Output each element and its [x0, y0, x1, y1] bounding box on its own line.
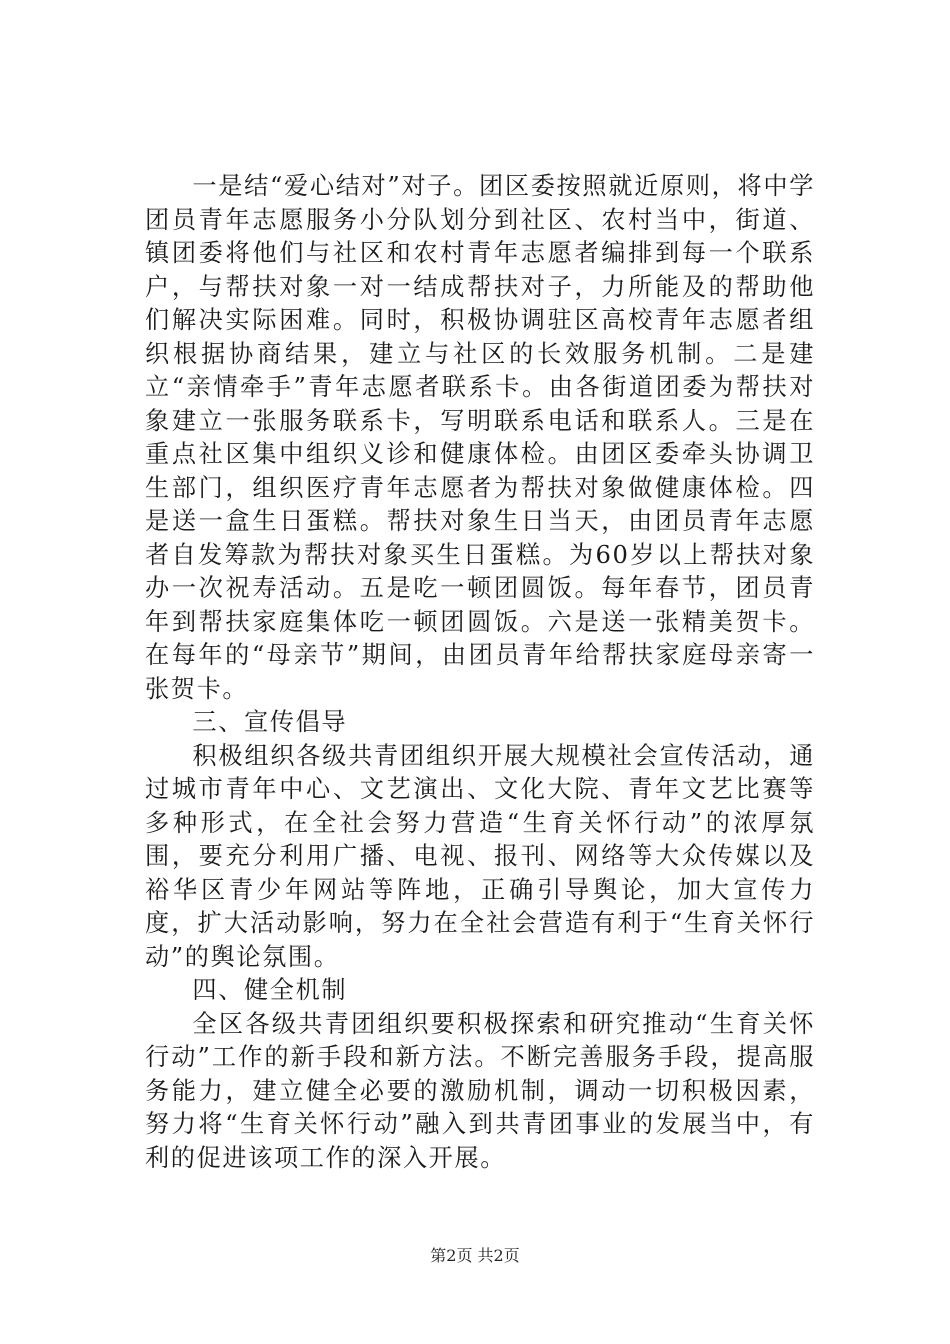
section-heading-mechanism: 四、健全机制 [192, 976, 348, 1004]
paragraph-publicity: 积极组织各级共青团组织开展大规模社会宣传活动，通过城市青年中心、文艺演出、文化大院、青年文艺比赛等多种形式，在全社会努力营造“生育关怀行动”的浓厚氛围，要充分利用广播、电视、报刊、网络等大众传媒以及裕华区青少年网站等阵地，正确引导舆论，加大宣传力度，扩大活动影响，努力在全社会营造有利于“生育关怀行动”的舆论氛围。 [145, 741, 815, 971]
paragraph-volunteer-activities: 一是结“爱心结对”对子。团区委按照就近原则，将中学团员青年志愿服务小分队划分到社区、农村当中，街道、镇团委将他们与社区和农村青年志愿者编排到每一个联系户，与帮扶对象一对一结成帮扶对子，力所能及的帮助他们解决实际困难。同时，积极协调驻区高校青年志愿者组织根据协商结果，建立与社区的长效服务机制。二是建立“亲情牵手”青年志愿者联系卡。由各街道团委为帮扶对象建立一张服务联系卡，写明联系电话和联系人。三是在重点社区集中组织义诊和健康体检。由团区委牵头协调卫生部门，组织医疗青年志愿者为帮扶对象做健康体检。四是送一盒生日蛋糕。帮扶对象生日当天，由团员青年志愿者自发筹款为帮扶对象买生日蛋糕。为60岁以上帮扶对象办一次祝寿活动。五是吃一顿团圆饭。每年春节，团员青年到帮扶家庭集体吃一顿团圆饭。六是送一张精美贺卡。在每年的“母亲节”期间，由团员青年给帮扶家庭母亲寄一张贺卡。 [145, 172, 815, 703]
section-heading-publicity: 三、宣传倡导 [192, 708, 348, 736]
paragraph-mechanism: 全区各级共青团组织要积极探索和研究推动“生育关怀行动”工作的新手段和新方法。不断完善服务手段，提高服务能力，建立健全必要的激励机制，调动一切积极因素，努力将“生育关怀行动”融入到共青团事业的发展当中，有利的促进该项工作的深入开展。 [145, 1009, 815, 1172]
document-body [145, 170, 815, 1175]
page-number-footer: 第2页 共2页 [430, 1246, 520, 1265]
